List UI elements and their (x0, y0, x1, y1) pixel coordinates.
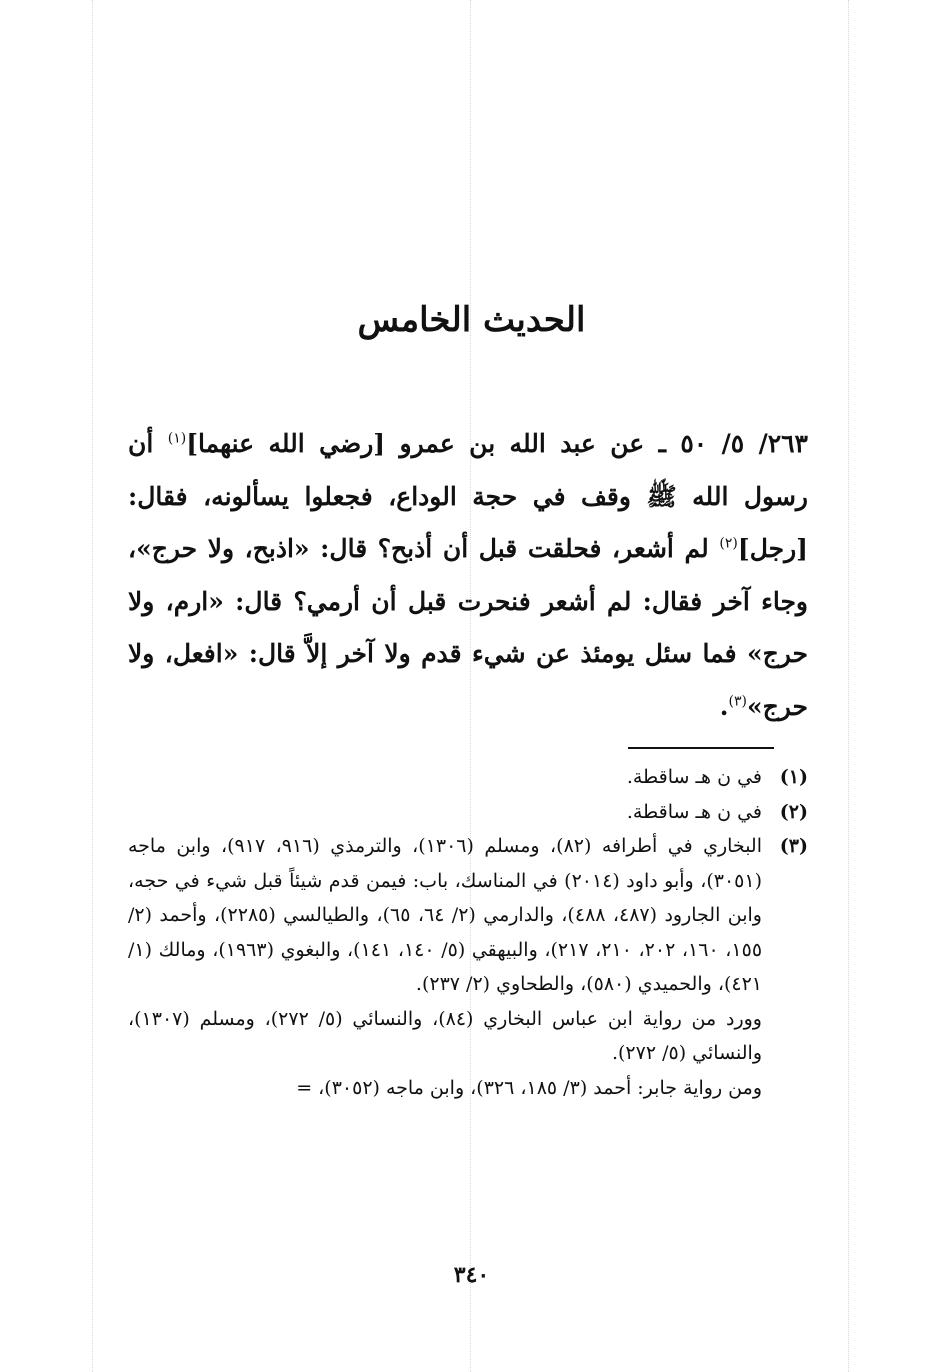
footnote-item (128, 829, 808, 1105)
footnote-paragraph: ومن رواية جابر: أحمد (٣/ ١٨٥، ٣٢٦)، وابن ماجه (٣٠٥٢)، = (296, 1076, 762, 1099)
footnote-number: (١) (779, 766, 808, 788)
footnote-number: (٣) (779, 835, 808, 857)
footnote-ref-2[interactable]: (٢) (719, 535, 738, 552)
hadith-segment: أن رسول الله ﷺ وقف في حجة الوداع، فجعلوا يسألونه، فقال: [رجل] (128, 429, 808, 563)
footnotes (128, 760, 808, 1105)
footnote-paragraph: وورد من رواية ابن عباس البخاري (٨٤)، والنسائي (٥/ ٢٧٢)، ومسلم (١٣٠٧)، والنسائي (٥/ ٢٧٢). (128, 1007, 762, 1064)
footnote-item (128, 760, 808, 795)
footnote-ref-1[interactable]: (١) (167, 430, 187, 447)
footnote-ref-3[interactable]: (٣) (728, 693, 747, 710)
footnote-divider (628, 747, 774, 749)
page-title: الحديث الخامس (357, 300, 586, 340)
footnote-paragraph: في ن هـ ساقطة. (626, 800, 762, 823)
hadith-segment: ٢٦٣/ ٥/ ٥٠ ـ عن عبد الله بن عمرو [رضي الله عنهما] (186, 429, 808, 458)
footnote-paragraph: البخاري في أطرافه (٨٢)، ومسلم (١٣٠٦)، والترمذي (٩١٦، ٩١٧)، وابن ماجه (٣٠٥١)، وأبو داود (٢٠١٤) في المناسك، باب: فيمن قدم شيئاً قبل شيء في حجه، وابن الجارود (٤٨٧، ٤٨٨)، والدارمي (٢/ ٦٤، ٦٥)، والطيالسي (٢٢٨٥)، وأحمد (٢/ ١٥٥، ١٦٠، ٢٠٢، ٢١٠، ٢١٧)، والبيهقي (٥/ ١٤٠، ١٤١)، والبغوي (١٩٦٣)، ومالك (١/ ٤٢١)، والحميدي (٥٨٠)، والطحاوي (٢/ ٢٣٧). (128, 835, 763, 995)
hadith-segment: . (719, 691, 729, 721)
footnote-body (128, 795, 762, 830)
hadith-text (128, 418, 808, 733)
page-number: ٣٤٠ (453, 1262, 490, 1288)
hadith-segment: لم أشعر، فحلقت قبل أن أذبح؟ قال: «اذبح، ولا حرج»، وجاء آخر فقال: لم أشعر فنحرت قبل أن أرمي؟ قال: «ارم، ولا حرج» فما سئل يومئذ عن شيء قدم ولا آخر إلاَّ قال: «افعل، ولا حرج» (128, 534, 808, 721)
scan-artifact-line (848, 0, 849, 1372)
footnote-body (128, 760, 762, 795)
footnote-body (128, 829, 762, 1105)
footnote-paragraph: في ن هـ ساقطة. (626, 766, 762, 788)
footnote-number: (٢) (779, 800, 808, 823)
scan-artifact-line (92, 0, 93, 1372)
hadith-paragraph (128, 418, 808, 733)
footnote-item (128, 795, 808, 830)
